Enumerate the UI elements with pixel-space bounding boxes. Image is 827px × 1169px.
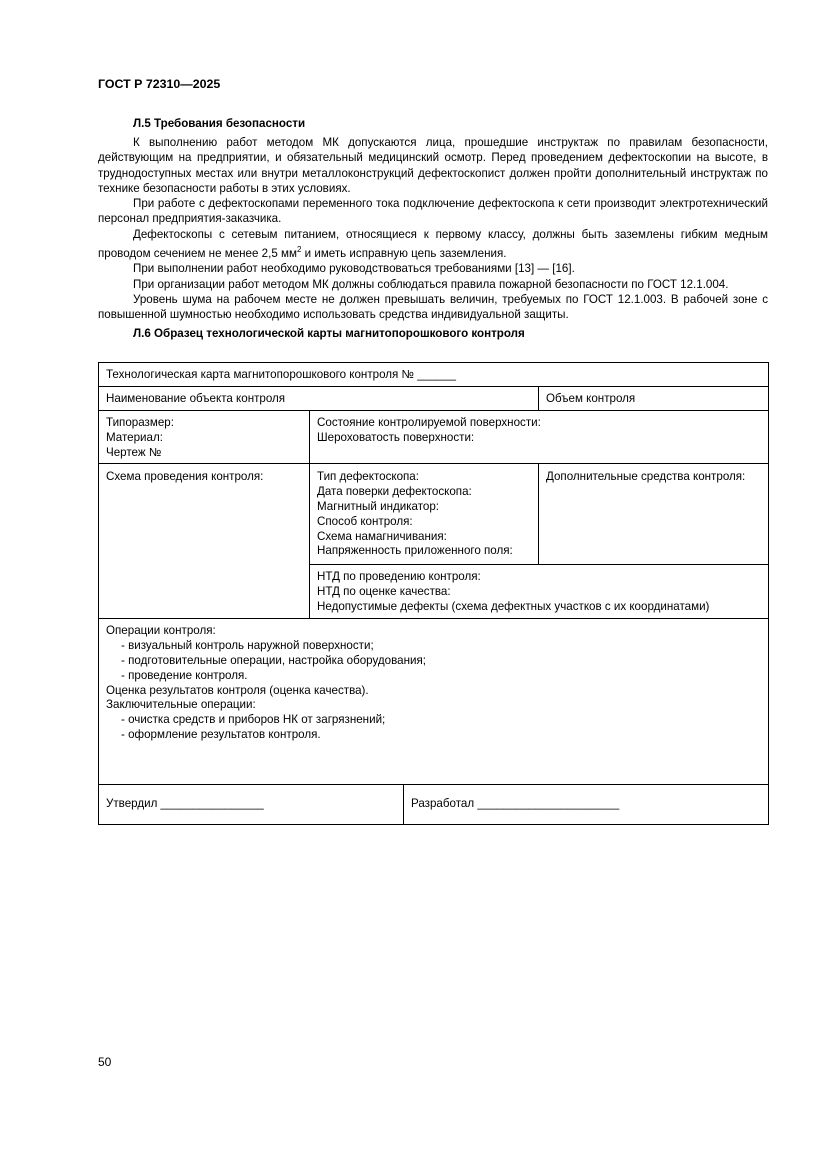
object-name-label: Наименование объекта контроля	[99, 387, 539, 411]
part-info-cell	[99, 411, 310, 464]
paragraph-grounding	[98, 227, 768, 261]
field-strength-label: Напряженность приложенного поля:	[317, 544, 513, 558]
tech-card-table	[98, 362, 769, 825]
section-l6-title: Л.6 Образец технологической карты магнитопорошкового контроля	[133, 327, 525, 340]
grounding-text-end: и иметь исправную цепь заземления.	[301, 246, 507, 260]
operations-list	[106, 639, 761, 683]
surface-state-label: Состояние контролируемой поверхности:	[317, 416, 541, 429]
scheme-cell: Схема проведения контроля:	[99, 464, 310, 619]
magnetization-scheme-label: Схема намагничивания:	[317, 529, 447, 543]
document-header: ГОСТ Р 72310—2025	[98, 77, 221, 91]
unacceptable-defects-label: Недопустимые дефекты (схема дефектных участков с их координатами)	[317, 599, 710, 613]
calibration-date-label: Дата поверки дефектоскопа:	[317, 485, 472, 499]
card-title: Технологическая карта магнитопорошкового контроля № ______	[99, 363, 769, 387]
paragraph: При организации работ методом МК должны соблюдаться правила пожарной безопасности по ГОСТ 12.1.004.	[133, 277, 729, 291]
final-operations-title: Заключительные операции:	[106, 698, 256, 712]
evaluation-text: Оценка результатов контроля (оценка качества).	[106, 683, 369, 697]
equipment-cell	[310, 464, 539, 565]
paragraph: При выполнении работ необходимо руководствоваться требованиями [13] — [16].	[133, 262, 575, 276]
section-l5-body	[98, 135, 768, 322]
list-item: - подготовительные операции, настройка оборудования;	[121, 654, 761, 669]
flaw-detector-type-label: Тип дефектоскопа:	[317, 470, 419, 484]
list-item: - оформление результатов контроля.	[121, 728, 761, 743]
ntd-quality-label: НТД по оценке качества:	[317, 585, 451, 599]
superscript: 2	[296, 245, 302, 255]
paragraph: При работе с дефектоскопами переменного тока подключение дефектоскопа к сети производит электротехнический персонал предприятия-заказчика.	[98, 197, 768, 226]
extra-tools-cell: Дополнительные средства контроля:	[539, 464, 769, 565]
paragraph: К выполнению работ методом МК допускаются лица, прошедшие инструктаж по правилам безопасности, действующим на предприятии, и обязательный медицинский осмотр. Перед проведением дефектоскопии на высоте, в труднодоступных местах или внутри металлоконструкций дефектоскопист должен пройти дополнительный инструктаж по технике безопасности работы в этих условиях.	[98, 136, 768, 195]
ntd-procedure-label: НТД по проведению контроля:	[317, 570, 481, 584]
operations-title: Операции контроля:	[106, 624, 216, 638]
section-l5-title: Л.5 Требования безопасности	[133, 117, 306, 130]
list-item: - очистка средств и приборов НК от загрязнений;	[121, 713, 761, 728]
part-size-label: Типоразмер:	[106, 416, 174, 429]
list-item: - проведение контроля.	[121, 669, 761, 684]
control-volume-label: Объем контроля	[539, 387, 769, 411]
material-label: Материал:	[106, 430, 163, 444]
surface-info-cell	[310, 411, 769, 464]
page-number: 50	[98, 1055, 112, 1069]
grounding-text: Дефектоскопы с сетевым питанием, относящиеся к первому классу, должны быть заземлены гибким медным проводом сечением не менее 2,5 мм	[98, 227, 768, 260]
paragraph: Уровень шума на рабочем месте не должен превышать величин, требуемых по ГОСТ 12.1.003. В рабочей зоне с повышенной шумностью необходимо использовать средства индивидуальной защиты.	[98, 292, 768, 322]
list-item: - визуальный контроль наружной поверхности;	[121, 639, 761, 654]
control-method-label: Способ контроля:	[317, 514, 413, 528]
final-operations-list	[106, 713, 761, 743]
approved-signature: Утвердил ________________	[99, 785, 404, 825]
magnetic-indicator-label: Магнитный индикатор:	[317, 499, 440, 513]
drawing-label: Чертеж №	[106, 445, 162, 459]
operations-cell	[99, 619, 769, 785]
developed-signature: Разработал ______________________	[404, 785, 769, 825]
ntd-cell	[310, 565, 769, 619]
roughness-label: Шероховатость поверхности:	[317, 430, 475, 444]
